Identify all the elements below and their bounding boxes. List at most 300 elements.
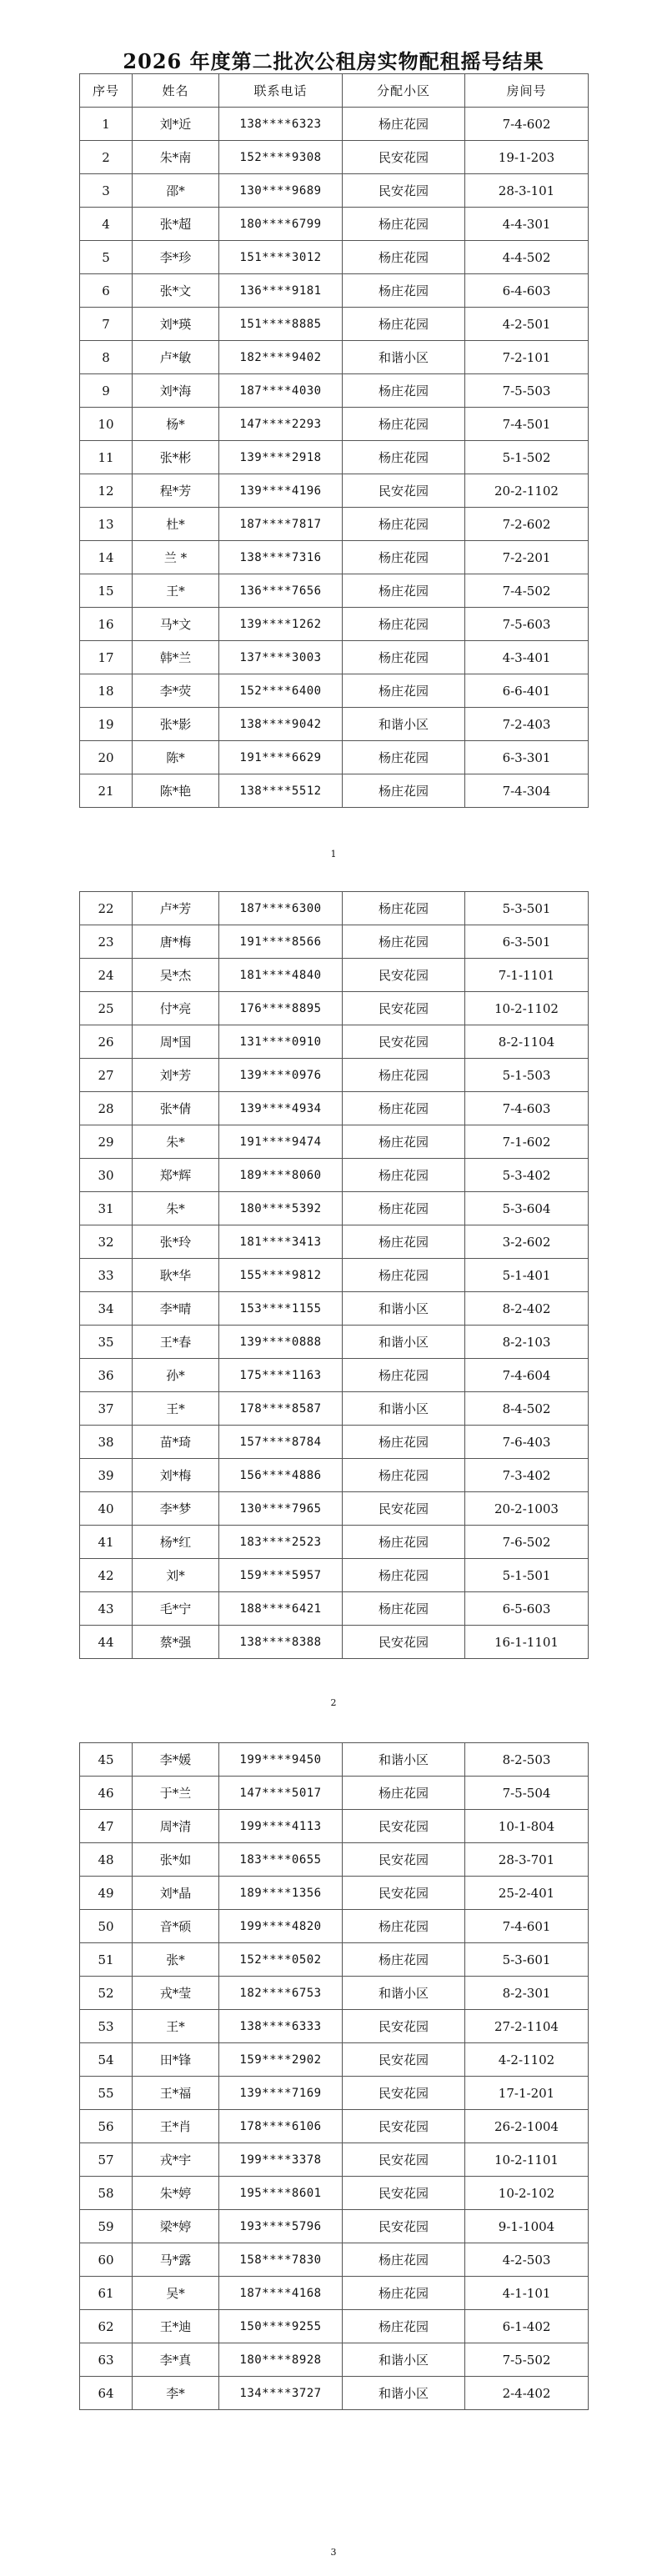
cell-room: 5-3-501 bbox=[465, 892, 589, 925]
cell-name: 李*珍 bbox=[133, 241, 219, 274]
cell-community: 杨庄花园 bbox=[343, 2310, 465, 2343]
cell-phone: 138****9042 bbox=[219, 708, 343, 741]
table-row bbox=[80, 1359, 589, 1392]
results-table-page-2 bbox=[79, 891, 589, 1659]
cell-seq: 27 bbox=[80, 1059, 133, 1092]
cell-room: 10-1-804 bbox=[465, 1810, 589, 1843]
cell-community: 杨庄花园 bbox=[343, 2243, 465, 2277]
cell-phone: 138****8388 bbox=[219, 1626, 343, 1659]
cell-seq: 50 bbox=[80, 1910, 133, 1943]
cell-community: 民安花园 bbox=[343, 1843, 465, 1877]
cell-community: 杨庄花园 bbox=[343, 374, 465, 408]
cell-community: 和谐小区 bbox=[343, 1743, 465, 1777]
cell-name: 卢*敏 bbox=[133, 341, 219, 374]
cell-name: 周*清 bbox=[133, 1810, 219, 1843]
table-row bbox=[80, 1977, 589, 2010]
table-row bbox=[80, 608, 589, 641]
cell-community: 杨庄花园 bbox=[343, 108, 465, 141]
table-row bbox=[80, 341, 589, 374]
cell-seq: 38 bbox=[80, 1426, 133, 1459]
cell-community: 民安花园 bbox=[343, 959, 465, 992]
cell-community: 杨庄花园 bbox=[343, 1943, 465, 1977]
cell-seq: 10 bbox=[80, 408, 133, 441]
cell-name: 刘*近 bbox=[133, 108, 219, 141]
cell-phone: 159****5957 bbox=[219, 1559, 343, 1592]
cell-phone: 138****6323 bbox=[219, 108, 343, 141]
cell-seq: 49 bbox=[80, 1877, 133, 1910]
table-row bbox=[80, 2210, 589, 2243]
cell-name: 王*肖 bbox=[133, 2110, 219, 2143]
cell-room: 7-4-502 bbox=[465, 574, 589, 608]
cell-name: 陈*艳 bbox=[133, 774, 219, 808]
cell-seq: 11 bbox=[80, 441, 133, 474]
table-row bbox=[80, 2377, 589, 2410]
cell-phone: 139****2918 bbox=[219, 441, 343, 474]
cell-phone: 138****7316 bbox=[219, 541, 343, 574]
table-row bbox=[80, 1426, 589, 1459]
cell-name: 马*露 bbox=[133, 2243, 219, 2277]
cell-seq: 26 bbox=[80, 1025, 133, 1059]
cell-name: 张*玲 bbox=[133, 1225, 219, 1259]
table-row bbox=[80, 1626, 589, 1659]
cell-seq: 17 bbox=[80, 641, 133, 674]
cell-room: 5-3-402 bbox=[465, 1159, 589, 1192]
cell-community: 和谐小区 bbox=[343, 708, 465, 741]
cell-name: 戎*莹 bbox=[133, 1977, 219, 2010]
cell-community: 民安花园 bbox=[343, 1810, 465, 1843]
cell-room: 7-1-602 bbox=[465, 1125, 589, 1159]
cell-room: 28-3-101 bbox=[465, 174, 589, 208]
cell-room: 4-3-401 bbox=[465, 641, 589, 674]
cell-phone: 130****9689 bbox=[219, 174, 343, 208]
cell-phone: 150****9255 bbox=[219, 2310, 343, 2343]
cell-community: 和谐小区 bbox=[343, 1292, 465, 1326]
cell-name: 耿*华 bbox=[133, 1259, 219, 1292]
table-row bbox=[80, 1059, 589, 1092]
cell-seq: 8 bbox=[80, 341, 133, 374]
cell-phone: 199****9450 bbox=[219, 1743, 343, 1777]
cell-name: 苗*琦 bbox=[133, 1426, 219, 1459]
table-row bbox=[80, 308, 589, 341]
table-row bbox=[80, 1592, 589, 1626]
cell-seq: 5 bbox=[80, 241, 133, 274]
cell-name: 杜* bbox=[133, 508, 219, 541]
cell-room: 7-5-504 bbox=[465, 1777, 589, 1810]
cell-phone: 178****8587 bbox=[219, 1392, 343, 1426]
cell-room: 19-1-203 bbox=[465, 141, 589, 174]
cell-community: 民安花园 bbox=[343, 2143, 465, 2177]
cell-name: 韩*兰 bbox=[133, 641, 219, 674]
cell-name: 程*芳 bbox=[133, 474, 219, 508]
cell-community: 杨庄花园 bbox=[343, 441, 465, 474]
table-row bbox=[80, 1910, 589, 1943]
cell-seq: 62 bbox=[80, 2310, 133, 2343]
cell-seq: 24 bbox=[80, 959, 133, 992]
cell-community: 杨庄花园 bbox=[343, 1526, 465, 1559]
cell-seq: 39 bbox=[80, 1459, 133, 1492]
table-row bbox=[80, 141, 589, 174]
cell-name: 张*彬 bbox=[133, 441, 219, 474]
cell-seq: 28 bbox=[80, 1092, 133, 1125]
cell-phone: 187****7817 bbox=[219, 508, 343, 541]
cell-community: 杨庄花园 bbox=[343, 641, 465, 674]
results-table-page-3 bbox=[79, 1742, 589, 2410]
cell-seq: 34 bbox=[80, 1292, 133, 1326]
cell-seq: 45 bbox=[80, 1743, 133, 1777]
cell-room: 8-4-502 bbox=[465, 1392, 589, 1426]
cell-seq: 58 bbox=[80, 2177, 133, 2210]
cell-phone: 139****7169 bbox=[219, 2077, 343, 2110]
cell-room: 20-2-1003 bbox=[465, 1492, 589, 1526]
cell-community: 和谐小区 bbox=[343, 1392, 465, 1426]
cell-seq: 3 bbox=[80, 174, 133, 208]
cell-phone: 187****6300 bbox=[219, 892, 343, 925]
cell-community: 和谐小区 bbox=[343, 2343, 465, 2377]
cell-community: 杨庄花园 bbox=[343, 1910, 465, 1943]
header-community: 分配小区 bbox=[343, 74, 465, 108]
cell-community: 杨庄花园 bbox=[343, 1592, 465, 1626]
cell-phone: 136****7656 bbox=[219, 574, 343, 608]
cell-seq: 22 bbox=[80, 892, 133, 925]
cell-phone: 180****6799 bbox=[219, 208, 343, 241]
cell-room: 4-1-101 bbox=[465, 2277, 589, 2310]
cell-name: 朱*婷 bbox=[133, 2177, 219, 2210]
cell-phone: 134****3727 bbox=[219, 2377, 343, 2410]
table-row bbox=[80, 374, 589, 408]
table-row bbox=[80, 474, 589, 508]
cell-room: 7-6-502 bbox=[465, 1526, 589, 1559]
table-row bbox=[80, 2143, 589, 2177]
cell-room: 26-2-1004 bbox=[465, 2110, 589, 2143]
cell-community: 杨庄花园 bbox=[343, 1359, 465, 1392]
cell-name: 李*荧 bbox=[133, 674, 219, 708]
cell-seq: 21 bbox=[80, 774, 133, 808]
cell-seq: 25 bbox=[80, 992, 133, 1025]
page-title: 2026 年度第二批次公租房实物配租摇号结果 bbox=[123, 49, 544, 73]
cell-phone: 178****6106 bbox=[219, 2110, 343, 2143]
cell-community: 民安花园 bbox=[343, 2010, 465, 2043]
cell-phone: 153****1155 bbox=[219, 1292, 343, 1326]
cell-community: 民安花园 bbox=[343, 2110, 465, 2143]
cell-seq: 36 bbox=[80, 1359, 133, 1392]
cell-name: 李*梦 bbox=[133, 1492, 219, 1526]
cell-room: 6-5-603 bbox=[465, 1592, 589, 1626]
cell-phone: 191****6629 bbox=[219, 741, 343, 774]
cell-name: 付*亮 bbox=[133, 992, 219, 1025]
cell-phone: 138****6333 bbox=[219, 2010, 343, 2043]
table-row bbox=[80, 2110, 589, 2143]
cell-seq: 46 bbox=[80, 1777, 133, 1810]
page-number: 1 bbox=[330, 849, 337, 860]
cell-community: 和谐小区 bbox=[343, 1326, 465, 1359]
table-row bbox=[80, 1810, 589, 1843]
cell-phone: 151****3012 bbox=[219, 241, 343, 274]
cell-name: 刘*瑛 bbox=[133, 308, 219, 341]
cell-room: 5-1-401 bbox=[465, 1259, 589, 1292]
cell-room: 8-2-103 bbox=[465, 1326, 589, 1359]
cell-name: 刘* bbox=[133, 1559, 219, 1592]
cell-name: 毛*宁 bbox=[133, 1592, 219, 1626]
cell-community: 杨庄花园 bbox=[343, 574, 465, 608]
cell-community: 民安花园 bbox=[343, 1626, 465, 1659]
table-row bbox=[80, 1777, 589, 1810]
table-row bbox=[80, 508, 589, 541]
cell-room: 3-2-602 bbox=[465, 1225, 589, 1259]
cell-phone: 180****8928 bbox=[219, 2343, 343, 2377]
cell-phone: 187****4168 bbox=[219, 2277, 343, 2310]
cell-community: 杨庄花园 bbox=[343, 1777, 465, 1810]
cell-seq: 56 bbox=[80, 2110, 133, 2143]
cell-seq: 4 bbox=[80, 208, 133, 241]
cell-phone: 155****9812 bbox=[219, 1259, 343, 1292]
cell-seq: 16 bbox=[80, 608, 133, 641]
cell-community: 民安花园 bbox=[343, 141, 465, 174]
cell-seq: 55 bbox=[80, 2077, 133, 2110]
header-phone: 联系电话 bbox=[219, 74, 343, 108]
cell-phone: 139****4196 bbox=[219, 474, 343, 508]
table-row bbox=[80, 1743, 589, 1777]
cell-seq: 41 bbox=[80, 1526, 133, 1559]
cell-name: 王* bbox=[133, 1392, 219, 1426]
table-row bbox=[80, 1526, 589, 1559]
cell-room: 7-2-602 bbox=[465, 508, 589, 541]
cell-seq: 6 bbox=[80, 274, 133, 308]
table-row bbox=[80, 1225, 589, 1259]
cell-phone: 138****5512 bbox=[219, 774, 343, 808]
table-row bbox=[80, 2277, 589, 2310]
cell-name: 孙* bbox=[133, 1359, 219, 1392]
cell-phone: 199****4820 bbox=[219, 1910, 343, 1943]
cell-seq: 30 bbox=[80, 1159, 133, 1192]
cell-room: 7-1-1101 bbox=[465, 959, 589, 992]
cell-phone: 152****9308 bbox=[219, 141, 343, 174]
cell-community: 杨庄花园 bbox=[343, 308, 465, 341]
table-row bbox=[80, 1125, 589, 1159]
cell-phone: 180****5392 bbox=[219, 1192, 343, 1225]
cell-room: 17-1-201 bbox=[465, 2077, 589, 2110]
cell-name: 王*迪 bbox=[133, 2310, 219, 2343]
cell-name: 郑*辉 bbox=[133, 1159, 219, 1192]
table-row bbox=[80, 2243, 589, 2277]
cell-room: 8-2-1104 bbox=[465, 1025, 589, 1059]
cell-name: 李* bbox=[133, 2377, 219, 2410]
cell-name: 张*超 bbox=[133, 208, 219, 241]
cell-room: 7-4-601 bbox=[465, 1910, 589, 1943]
cell-name: 刘*梅 bbox=[133, 1459, 219, 1492]
cell-community: 杨庄花园 bbox=[343, 541, 465, 574]
cell-room: 6-3-301 bbox=[465, 741, 589, 774]
cell-phone: 191****8566 bbox=[219, 925, 343, 959]
cell-room: 5-1-502 bbox=[465, 441, 589, 474]
table-row bbox=[80, 1192, 589, 1225]
cell-room: 16-1-1101 bbox=[465, 1626, 589, 1659]
cell-phone: 193****5796 bbox=[219, 2210, 343, 2243]
cell-name: 李*晴 bbox=[133, 1292, 219, 1326]
cell-room: 2-4-402 bbox=[465, 2377, 589, 2410]
cell-seq: 32 bbox=[80, 1225, 133, 1259]
cell-name: 邵* bbox=[133, 174, 219, 208]
cell-room: 7-5-503 bbox=[465, 374, 589, 408]
table-row bbox=[80, 408, 589, 441]
cell-seq: 61 bbox=[80, 2277, 133, 2310]
cell-name: 音*硕 bbox=[133, 1910, 219, 1943]
cell-phone: 183****0655 bbox=[219, 1843, 343, 1877]
cell-phone: 131****0910 bbox=[219, 1025, 343, 1059]
cell-community: 杨庄花园 bbox=[343, 608, 465, 641]
table-row bbox=[80, 1392, 589, 1426]
cell-community: 民安花园 bbox=[343, 1877, 465, 1910]
cell-name: 马*文 bbox=[133, 608, 219, 641]
cell-phone: 182****9402 bbox=[219, 341, 343, 374]
cell-room: 7-6-403 bbox=[465, 1426, 589, 1459]
cell-community: 和谐小区 bbox=[343, 341, 465, 374]
cell-room: 7-2-403 bbox=[465, 708, 589, 741]
cell-community: 杨庄花园 bbox=[343, 1125, 465, 1159]
cell-community: 杨庄花园 bbox=[343, 274, 465, 308]
table-row bbox=[80, 241, 589, 274]
table-row bbox=[80, 1843, 589, 1877]
cell-phone: 189****1356 bbox=[219, 1877, 343, 1910]
cell-phone: 130****7965 bbox=[219, 1492, 343, 1526]
table-row bbox=[80, 925, 589, 959]
cell-name: 刘*晶 bbox=[133, 1877, 219, 1910]
cell-room: 5-3-604 bbox=[465, 1192, 589, 1225]
cell-community: 杨庄花园 bbox=[343, 508, 465, 541]
cell-name: 于*兰 bbox=[133, 1777, 219, 1810]
cell-room: 7-4-602 bbox=[465, 108, 589, 141]
cell-room: 7-4-604 bbox=[465, 1359, 589, 1392]
cell-seq: 19 bbox=[80, 708, 133, 741]
cell-seq: 59 bbox=[80, 2210, 133, 2243]
cell-name: 朱* bbox=[133, 1125, 219, 1159]
cell-name: 戎*宇 bbox=[133, 2143, 219, 2177]
table-row bbox=[80, 108, 589, 141]
table-row bbox=[80, 1459, 589, 1492]
cell-seq: 54 bbox=[80, 2043, 133, 2077]
cell-room: 5-1-503 bbox=[465, 1059, 589, 1092]
table-row bbox=[80, 574, 589, 608]
table-row bbox=[80, 2343, 589, 2377]
cell-name: 李*媛 bbox=[133, 1743, 219, 1777]
cell-community: 杨庄花园 bbox=[343, 1259, 465, 1292]
cell-room: 4-2-1102 bbox=[465, 2043, 589, 2077]
cell-room: 4-4-502 bbox=[465, 241, 589, 274]
table-header-row bbox=[80, 74, 589, 108]
cell-community: 杨庄花园 bbox=[343, 1426, 465, 1459]
cell-room: 8-2-503 bbox=[465, 1743, 589, 1777]
table-row bbox=[80, 1943, 589, 1977]
cell-seq: 48 bbox=[80, 1843, 133, 1877]
cell-seq: 31 bbox=[80, 1192, 133, 1225]
table-row bbox=[80, 992, 589, 1025]
cell-phone: 147****5017 bbox=[219, 1777, 343, 1810]
table-row bbox=[80, 2043, 589, 2077]
cell-name: 兰 * bbox=[133, 541, 219, 574]
cell-seq: 47 bbox=[80, 1810, 133, 1843]
cell-community: 民安花园 bbox=[343, 2077, 465, 2110]
cell-room: 28-3-701 bbox=[465, 1843, 589, 1877]
cell-name: 王*春 bbox=[133, 1326, 219, 1359]
table-row bbox=[80, 1159, 589, 1192]
table-row bbox=[80, 1092, 589, 1125]
cell-seq: 18 bbox=[80, 674, 133, 708]
cell-phone: 175****1163 bbox=[219, 1359, 343, 1392]
cell-community: 杨庄花园 bbox=[343, 241, 465, 274]
cell-phone: 199****4113 bbox=[219, 1810, 343, 1843]
cell-room: 8-2-301 bbox=[465, 1977, 589, 2010]
table-row bbox=[80, 2310, 589, 2343]
cell-name: 王*福 bbox=[133, 2077, 219, 2110]
table-row bbox=[80, 641, 589, 674]
cell-phone: 181****4840 bbox=[219, 959, 343, 992]
cell-community: 杨庄花园 bbox=[343, 774, 465, 808]
cell-phone: 139****1262 bbox=[219, 608, 343, 641]
cell-phone: 158****7830 bbox=[219, 2243, 343, 2277]
cell-phone: 151****8885 bbox=[219, 308, 343, 341]
cell-seq: 33 bbox=[80, 1259, 133, 1292]
cell-room: 7-5-603 bbox=[465, 608, 589, 641]
header-name: 姓名 bbox=[133, 74, 219, 108]
table-row bbox=[80, 2077, 589, 2110]
cell-community: 杨庄花园 bbox=[343, 925, 465, 959]
cell-seq: 52 bbox=[80, 1977, 133, 2010]
cell-phone: 152****0502 bbox=[219, 1943, 343, 1977]
cell-phone: 157****8784 bbox=[219, 1426, 343, 1459]
cell-name: 李*真 bbox=[133, 2343, 219, 2377]
cell-seq: 2 bbox=[80, 141, 133, 174]
cell-seq: 1 bbox=[80, 108, 133, 141]
table-row bbox=[80, 441, 589, 474]
cell-phone: 189****8060 bbox=[219, 1159, 343, 1192]
cell-name: 周*国 bbox=[133, 1025, 219, 1059]
cell-seq: 15 bbox=[80, 574, 133, 608]
cell-name: 唐*梅 bbox=[133, 925, 219, 959]
cell-community: 和谐小区 bbox=[343, 1977, 465, 2010]
table-row bbox=[80, 1292, 589, 1326]
cell-name: 刘*芳 bbox=[133, 1059, 219, 1092]
cell-seq: 7 bbox=[80, 308, 133, 341]
cell-phone: 188****6421 bbox=[219, 1592, 343, 1626]
cell-community: 民安花园 bbox=[343, 174, 465, 208]
cell-name: 张*文 bbox=[133, 274, 219, 308]
cell-phone: 136****9181 bbox=[219, 274, 343, 308]
cell-name: 蔡*强 bbox=[133, 1626, 219, 1659]
cell-seq: 42 bbox=[80, 1559, 133, 1592]
table-row bbox=[80, 708, 589, 741]
cell-phone: 199****3378 bbox=[219, 2143, 343, 2177]
cell-phone: 139****4934 bbox=[219, 1092, 343, 1125]
table-row bbox=[80, 1259, 589, 1292]
table-row bbox=[80, 1025, 589, 1059]
page-number: 3 bbox=[330, 2547, 337, 2558]
cell-room: 4-4-301 bbox=[465, 208, 589, 241]
cell-phone: 187****4030 bbox=[219, 374, 343, 408]
cell-community: 杨庄花园 bbox=[343, 408, 465, 441]
cell-seq: 37 bbox=[80, 1392, 133, 1426]
cell-room: 25-2-401 bbox=[465, 1877, 589, 1910]
table-row bbox=[80, 774, 589, 808]
cell-phone: 181****3413 bbox=[219, 1225, 343, 1259]
cell-seq: 43 bbox=[80, 1592, 133, 1626]
cell-phone: 176****8895 bbox=[219, 992, 343, 1025]
table-row bbox=[80, 892, 589, 925]
cell-community: 杨庄花园 bbox=[343, 1459, 465, 1492]
cell-phone: 159****2902 bbox=[219, 2043, 343, 2077]
cell-seq: 9 bbox=[80, 374, 133, 408]
cell-phone: 182****6753 bbox=[219, 1977, 343, 2010]
cell-seq: 13 bbox=[80, 508, 133, 541]
cell-community: 杨庄花园 bbox=[343, 1059, 465, 1092]
